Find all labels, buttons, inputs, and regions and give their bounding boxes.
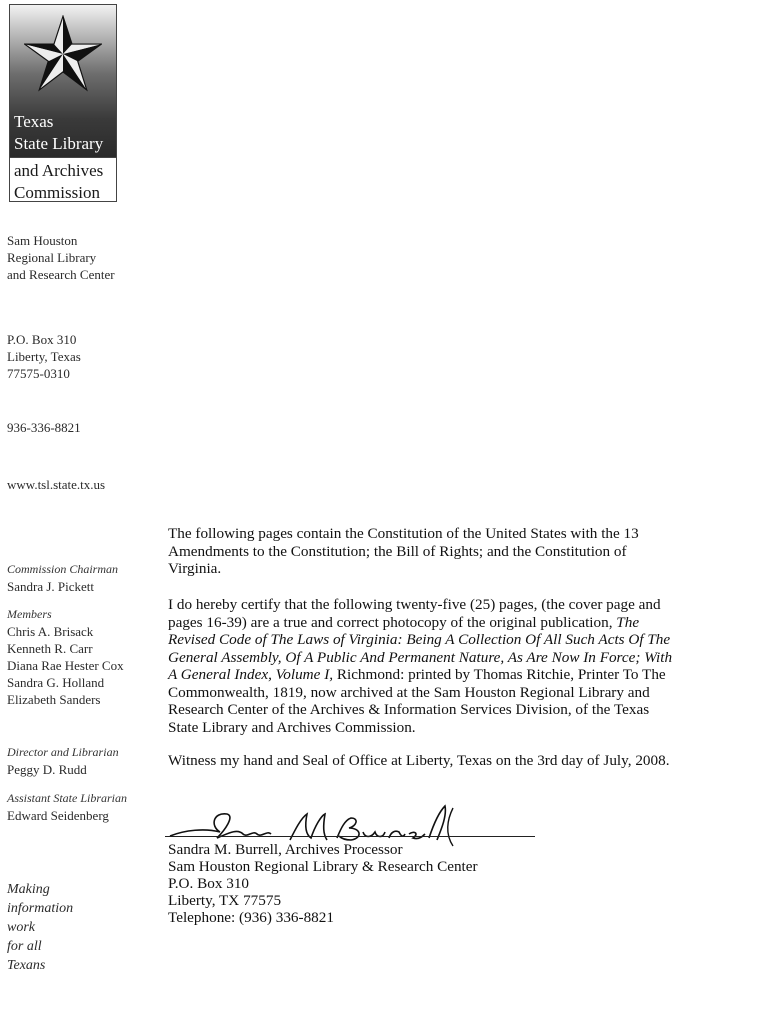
website-link[interactable]: www.tsl.state.tx.us [7,477,106,492]
sidebar-chairman [7,561,157,595]
sidebar-line: and Research Center [7,267,115,282]
person-name: Sandra G. Holland [7,675,105,690]
certify-text: I do hereby certify that the following twenty-five (25) pages, (the cover page and pages 16-39) are a true and correct photocopy of the original publication, [168,596,661,631]
signer-org: Sam Houston Regional Library & Research Center [168,858,478,875]
signer-address-line: Liberty, TX 77575 [168,892,282,909]
publication-title: The Revised Code of The Laws of Virginia: Being A Collection Of All Such Acts Of The General Assembly, Of A Public And Permanent Nature, As Are Now In Force; With A General Index, Volume I, [168,613,673,683]
role-label: Members [7,607,52,621]
tslac-logo [9,4,117,202]
slogan-line: Texans [7,958,46,973]
logo-text-and-archives: and Archives [14,161,104,180]
logo-text-texas: Texas [14,112,54,131]
paragraph-text: The following pages contain the Constitution of the United States with the 13 Amendments to the Constitution; the Bill of Rights; and the Constitution of Virginia. [168,525,639,577]
paragraph-text: Witness my hand and Seal of Office at Liberty, Texas on the 3rd day of July, 2008. [168,752,670,769]
signer-name: Sandra M. Burrell, Archives Processor [168,841,403,858]
person-name: Kenneth R. Carr [7,641,93,656]
paragraph-text [168,596,678,736]
role-label: Commission Chairman [7,562,119,576]
logo-text-state-library: State Library [14,134,104,153]
logo-gradient-panel [10,5,116,157]
sidebar-line: 936-336-8821 [7,420,81,435]
star-icon [24,15,102,93]
person-name: Sandra J. Pickett [7,579,95,594]
signature-line [165,836,535,837]
slogan-line: information [7,901,74,916]
publication-details: Richmond: printed by Thomas Ritchie, Printer To The Commonwealth, 1819, now archived at the Sam Houston Regional Library and Research Center of the Archives & Information Services Division, of the Texas State Library and Archives Commission. [168,666,666,736]
slogan-line: Making [7,882,50,897]
logo-white-panel [10,157,116,202]
role-label: Director and Librarian [7,745,119,759]
sidebar-line: 77575-0310 [7,366,70,381]
sidebar-line: Sam Houston [7,233,78,248]
person-name: Chris A. Brisack [7,624,94,639]
sidebar-address [7,331,157,382]
sidebar-center-name [7,232,157,283]
letter-paragraph-1 [168,525,678,578]
logo-text-commission: Commission [14,183,100,202]
person-name: Edward Seidenberg [7,808,109,823]
person-name: Peggy D. Rudd [7,762,87,777]
slogan-line: for all [7,939,42,954]
letter-paragraph-2 [168,596,678,736]
person-name: Elizabeth Sanders [7,692,101,707]
sidebar-line: Regional Library [7,250,97,265]
sidebar-director [7,744,157,778]
slogan [7,880,73,975]
sidebar-members [7,606,157,708]
person-name: Diana Rae Hester Cox [7,658,124,673]
slogan-line: work [7,920,35,935]
sidebar-assistant [7,790,157,824]
sidebar-line: P.O. Box 310 [7,332,77,347]
sidebar-phone [7,419,157,436]
signer-address-line: P.O. Box 310 [168,875,250,892]
role-label: Assistant State Librarian [7,791,128,805]
sidebar-website[interactable] [7,476,157,493]
signer-block [168,841,678,926]
signer-phone: Telephone: (936) 336-8821 [168,909,334,926]
sidebar-line: Liberty, Texas [7,349,81,364]
letter-paragraph-3 [168,752,678,770]
